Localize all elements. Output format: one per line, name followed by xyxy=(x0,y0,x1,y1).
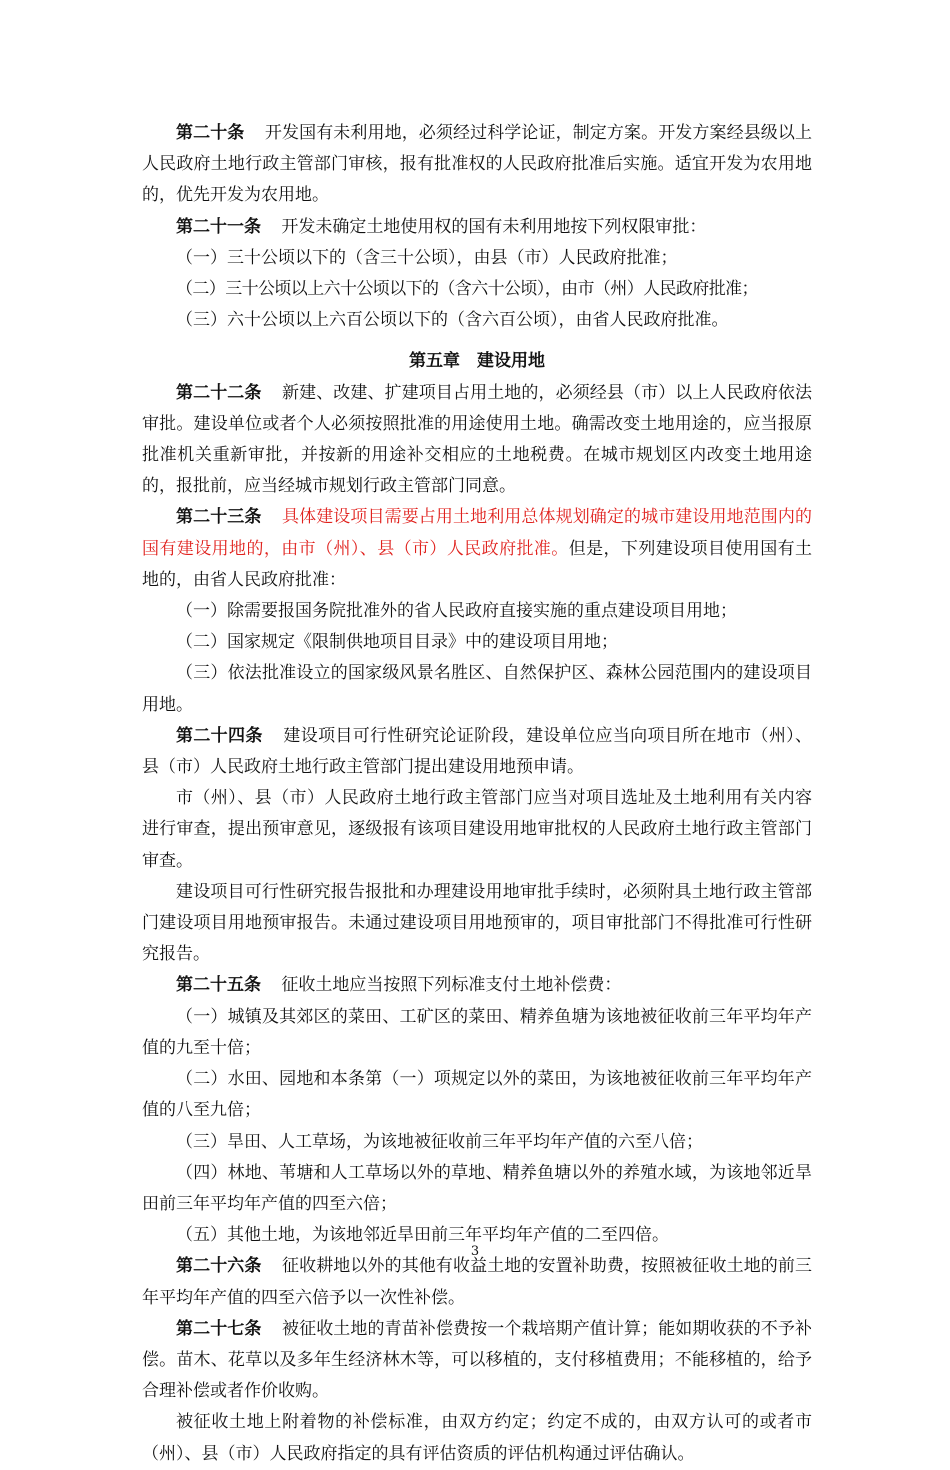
list-item: （一）除需要报国务院批准外的省人民政府直接实施的重点建设项目用地； xyxy=(176,601,737,622)
page-number: 3 xyxy=(470,1244,480,1259)
article-text: 开发未确定土地使用权的国有未利用地按下列权限审批： xyxy=(281,216,707,237)
list-item: （二）水田、园地和本条第（一）项规定以外的菜田，为该地被征收前三年平均年产值的八至九倍； xyxy=(142,1069,812,1121)
list-item: （二）三十公顷以上六十公顷以下的（含六十公顷），由市（州）人民政府批准； xyxy=(176,279,758,300)
article-20 xyxy=(142,118,812,212)
list-item: （三）六十公顷以上六百公顷以下的（含六百公顷），由省人民政府批准。 xyxy=(176,310,729,331)
list-item: （三）依法批准设立的国家级风景名胜区、自然保护区、森林公园范围内的建设项目用地。 xyxy=(142,663,812,715)
article-number: 第二十二条 xyxy=(176,382,262,403)
article-24 xyxy=(142,721,812,783)
list-item: （三）旱田、人工草场，为该地被征收前三年平均年产值的六至八倍； xyxy=(176,1131,703,1152)
article-text: 征收耕地以外的其他有收益土地的安置补助费，按照被征收土地的前三年平均年产值的四至六倍予以一次性补偿。 xyxy=(142,1256,813,1308)
article-27 xyxy=(142,1314,812,1408)
paragraph: 市（州）、县（市）人民政府土地行政主管部门应当对项目选址及土地利用有关内容进行审查，提出预审意见，逐级报有该项目建设用地审批权的人民政府土地行政主管部门审查。 xyxy=(142,788,812,871)
chapter-title: 建设用地 xyxy=(477,351,545,372)
chapter-heading xyxy=(142,346,812,377)
list-item: （四）林地、苇塘和人工草场以外的草地、精养鱼塘以外的养殖水域，为该地邻近旱田前三年平均年产值的四至六倍； xyxy=(142,1162,812,1214)
list-item: （一）城镇及其郊区的菜田、工矿区的菜田、精养鱼塘为该地被征收前三年平均年产值的九至十倍； xyxy=(142,1006,812,1058)
article-text: 开发国有未利用地，必须经过科学论证，制定方案。开发方案经县级以上人民政府土地行政主管部门审核，报有批准权的人民政府批准后实施。适宜开发为农用地的，优先开发为农用地。 xyxy=(142,123,813,206)
list-item: （二）国家规定《限制供地项目目录》中的建设项目用地； xyxy=(176,632,618,653)
article-23 xyxy=(142,502,812,596)
chapter-number: 第五章 xyxy=(409,351,460,372)
article-25 xyxy=(142,970,812,1001)
article-number: 第二十一条 xyxy=(176,216,261,237)
document-body xyxy=(142,118,812,1470)
article-22 xyxy=(142,378,812,503)
paragraph: 建设项目可行性研究报告报批和办理建设用地审批手续时，必须附具土地行政主管部门建设项目用地预审报告。未通过建设项目用地预审的，项目审批部门不得批准可行性研究报告。 xyxy=(142,881,812,965)
article-text: 新建、改建、扩建项目占用土地的，必须经县（市）以上人民政府依法审批。建设单位或者个人必须按照批准的用途使用土地。确需改变土地用途的，应当报原批准机关重新审批，并按新的用途补交相应的土地税费。在城市规划区内改变土地用途的，报批前，应当经城市规划行政主管部门同意。 xyxy=(142,382,813,497)
list-item: （五）其他土地，为该地邻近旱田前三年平均年产值的二至四倍。 xyxy=(176,1225,669,1246)
article-text: 但是，下列建设项目使用国有土地的，由省人民政府批准： xyxy=(142,538,813,590)
article-number: 第二十六条 xyxy=(176,1256,262,1277)
highlighted-text: 具体建设项目需要占用土地利用总体规划确定的城市建设用地范围内的国有建设用地的，由市（州）、县（市）人民政府批准。 xyxy=(142,507,813,559)
article-number: 第二十四条 xyxy=(176,725,263,746)
paragraph: 被征收土地上附着物的补偿标准，由双方约定；约定不成的，由双方认可的或者市（州）、县（市）人民政府指定的具有评估资质的评估机构通过评估确认。 xyxy=(142,1412,812,1464)
article-number: 第二十五条 xyxy=(176,975,261,996)
article-text: 征收土地应当按照下列标准支付土地补偿费： xyxy=(281,975,622,996)
article-number: 第二十三条 xyxy=(176,507,262,528)
article-26 xyxy=(142,1251,812,1313)
article-21 xyxy=(142,212,812,243)
article-text: 被征收土地的青苗补偿费按一个栽培期产值计算；能如期收获的不予补偿。苗木、花草以及多年生经济林木等，可以移植的，支付移植费用；不能移植的，给予合理补偿或者作价收购。 xyxy=(142,1318,813,1402)
article-number: 第二十七条 xyxy=(176,1318,262,1339)
article-text: 建设项目可行性研究论证阶段，建设单位应当向项目所在地市（州）、县（市）人民政府土地行政主管部门提出建设用地预申请。 xyxy=(142,725,813,778)
article-number: 第二十条 xyxy=(176,123,245,143)
list-item: （一）三十公顷以下的（含三十公顷），由县（市）人民政府批准； xyxy=(176,247,678,268)
